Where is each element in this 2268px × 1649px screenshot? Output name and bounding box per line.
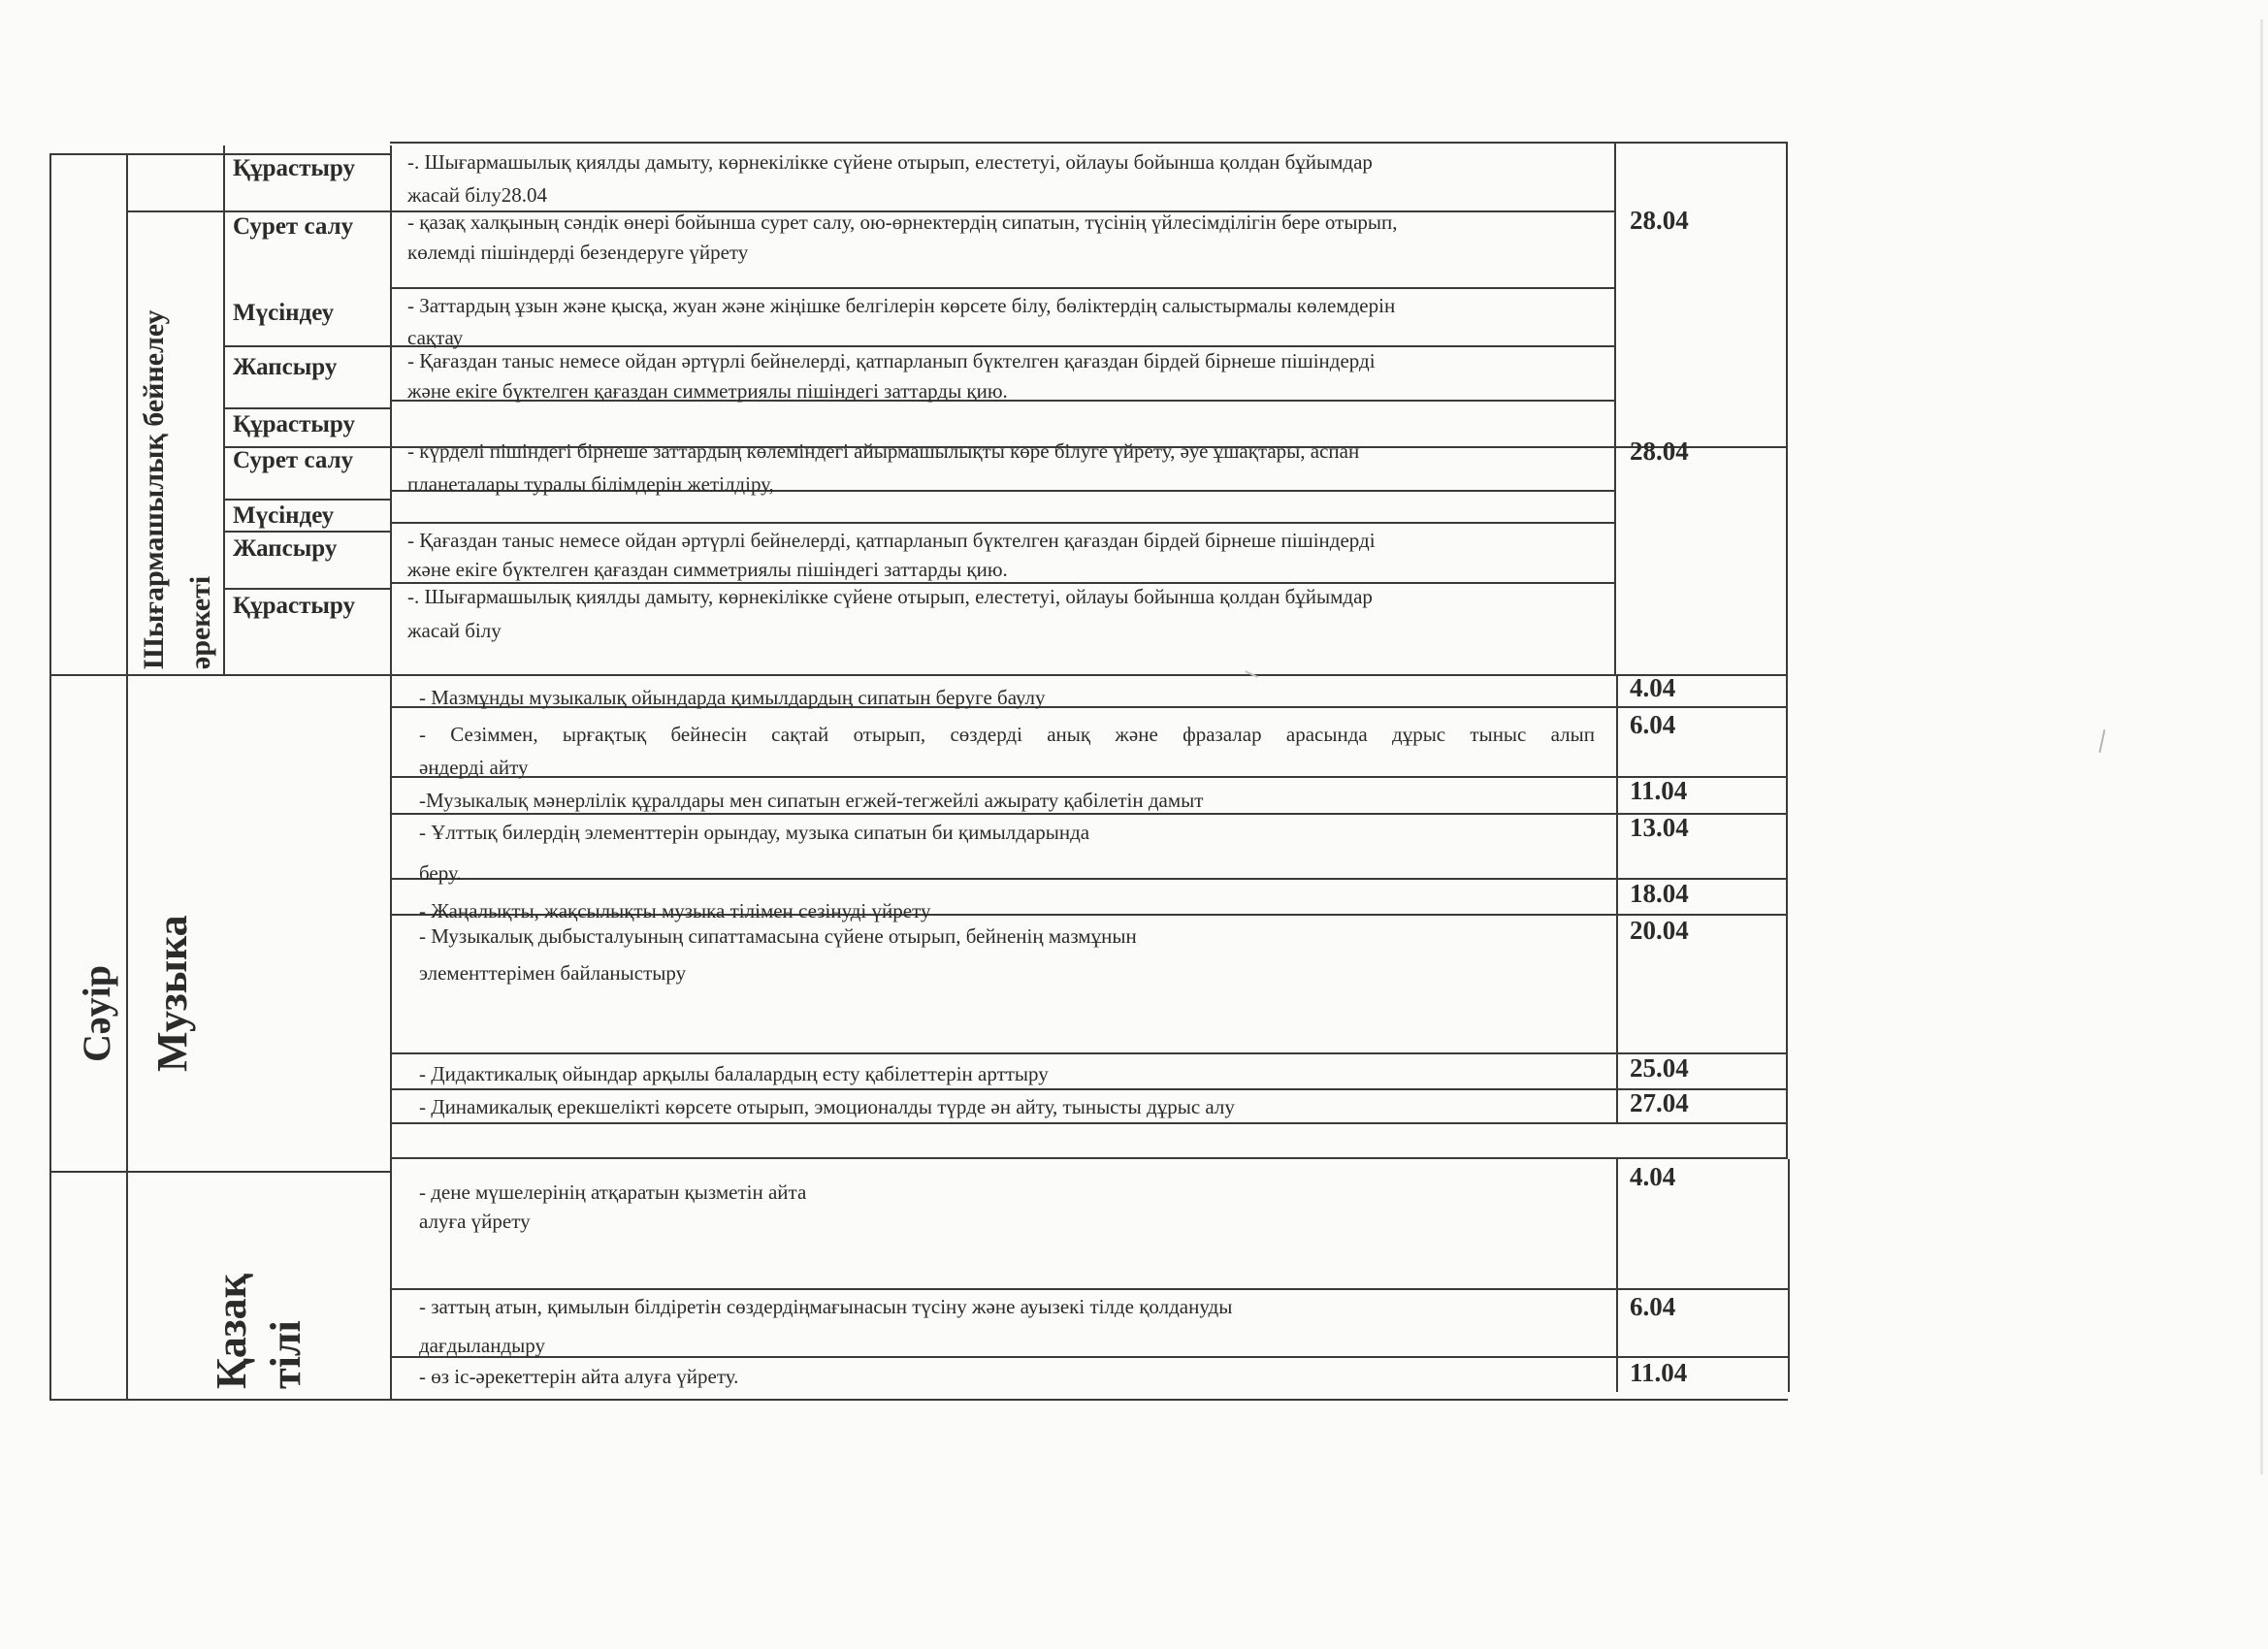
activity-text: сақтау: [407, 326, 464, 349]
activity-text: - Ұлттық билердің элементтерін орындау, музыка сипатын би қимылдарында: [419, 821, 1090, 844]
date-cell: 11.04: [1630, 1358, 1688, 1387]
section-divider: [49, 1171, 390, 1173]
activity-label: Құрастыру: [233, 411, 356, 437]
column-divider-date-music: [1616, 674, 1618, 1122]
date-cell: 25.04: [1630, 1053, 1689, 1083]
activity-label: Мүсіндеу: [233, 502, 335, 529]
activity-text: және екіге бүктелген қағаздан симметриялы пішіндегі заттарды қию.: [407, 379, 1008, 403]
row-divider: [390, 522, 1614, 524]
table-border-bottom: [49, 1399, 1788, 1401]
date-cell: 28.04: [1630, 436, 1689, 466]
activity-text: - Дидактикалық ойындар арқылы балалардың есту қабілеттерін арттыру: [419, 1062, 1049, 1085]
date-cell: 6.04: [1630, 1292, 1676, 1321]
activity-text: - күрделі пішіндегі бірнеше заттардың көлеміндегі айырмашылықты көре білуге үйрету, әуе ұшақтары, аспан: [407, 439, 1360, 463]
row-divider: [223, 407, 390, 409]
activity-label: Сурет салу: [233, 213, 354, 240]
activity-text: - өз іс-әрекеттерін айта алуға үйрету.: [419, 1365, 739, 1388]
section-divider: [49, 674, 1788, 676]
subject-label-kazakh-2: тілі: [262, 1320, 309, 1389]
activity-text: -Музыкалық мәнерлілік құралдары мен сипатын егжей-тегжейлі ажырату қабілетін дамыт: [419, 789, 1204, 812]
activity-text: көлемді пішіндерді безендеруге үйрету: [407, 241, 749, 264]
row-divider: [390, 776, 1786, 778]
activity-text: беру.: [419, 861, 462, 885]
activity-text: - Қағаздан таныс немесе ойдан әртүрлі бейнелерді, қатпарланып бүктелген қағаздан бірдей бірнеше пішіндерді: [407, 349, 1376, 372]
activity-text: алуға үйрету: [419, 1210, 531, 1233]
activity-text: жасай білу28.04: [407, 183, 547, 207]
scan-speck: [2260, 19, 2263, 1474]
activity-text: планеталары туралы білімдерін жетілдіру,: [407, 472, 774, 496]
month-label: Сәуір: [75, 965, 118, 1062]
date-cell: 11.04: [1630, 776, 1688, 805]
subject-label-art-2: әрекеті: [184, 575, 216, 669]
activity-text: - Мазмұнды музыкалық ойындарда қимылдардың сипатын беруге баулу: [419, 686, 1046, 709]
row-divider: [390, 1157, 1788, 1159]
row-divider: [223, 531, 390, 533]
column-divider-content: [390, 146, 392, 1400]
row-divider: [390, 878, 1786, 880]
activity-text: - Сезіммен, ырғақтық бейнесін сақтай отырып, сөздерді анық және фразалар арасында дұрыс тыныс алып: [419, 723, 1595, 746]
activity-text: -. Шығармашылық қиялды дамыту, көрнекілікке сүйене отырып, елестетуі, ойлауы бойынша қолдан бұйымдар: [407, 150, 1373, 174]
activity-text: - Жаңалықты, жақсылықты музыка тілімен сезінуді үйрету: [419, 899, 931, 922]
table-border-right-art: [1786, 142, 1788, 675]
activity-label: Мүсіндеу: [233, 300, 335, 326]
row-divider: [390, 1356, 1788, 1358]
activity-label: Сурет салу: [233, 447, 354, 473]
date-cell: 20.04: [1630, 916, 1689, 945]
row-divider: [223, 588, 390, 590]
row-divider: [390, 1052, 1786, 1054]
table-border-right-music: [1786, 674, 1788, 1159]
activity-text: -. Шығармашылық қиялды дамыту, көрнекілікке сүйене отырып, елестетуі, ойлауы бойынша қолдан бұйымдар: [407, 585, 1373, 608]
activity-text: - қазақ халқының сәндік өнері бойынша сурет салу, ою-өрнектердің сипатын, түсінің үйлесімділігін бере отырып,: [407, 210, 1398, 234]
subject-label-music: Музыка: [148, 915, 196, 1072]
subject-label-art: Шығармашылық бейнелеу: [138, 309, 170, 669]
date-cell: 27.04: [1630, 1088, 1689, 1117]
activity-label: Құрастыру: [233, 155, 356, 181]
column-divider-activity: [223, 146, 225, 674]
date-cell: 28.04: [1630, 206, 1689, 235]
date-cell: 13.04: [1630, 813, 1689, 842]
activity-label: Жапсыру: [233, 535, 338, 562]
row-divider: [390, 1088, 1786, 1090]
row-divider: [390, 1122, 1786, 1124]
activity-text: және екіге бүктелген қағаздан симметриялы пішіндегі заттарды қию.: [407, 558, 1008, 581]
table-border-top: [390, 142, 1788, 144]
row-divider: [390, 1288, 1788, 1290]
activity-text: - заттың атын, қимылын білдіретін сөздердіңмағынасын түсіну және ауызекі тілде қолдануды: [419, 1295, 1233, 1318]
activity-text: - Динамикалық ерекшелікті көрсете отырып, эмоционалды түрде ән айту, тынысты дұрыс алу: [419, 1095, 1235, 1118]
activity-label: Жапсыру: [233, 354, 338, 380]
activity-text: - Музыкалық дыбысталуының сипаттамасына сүйене отырып, бейненің мазмұнын: [419, 924, 1137, 948]
date-cell: 18.04: [1630, 879, 1689, 908]
activity-text: - Заттардың ұзын және қысқа, жуан және жіңішке белгілерін көрсете білу, бөліктердің салыстырмалы көлемдерін: [407, 294, 1396, 317]
date-cell: 4.04: [1630, 673, 1676, 702]
table-border-left: [49, 155, 51, 1400]
activity-text: - Қағаздан таныс немесе ойдан әртүрлі бейнелерді, қатпарланып бүктелген қағаздан бірдей бірнеше пішіндерді: [407, 529, 1376, 552]
activity-label: Құрастыру: [233, 593, 356, 619]
subject-label-kazakh: Қазақ: [208, 1274, 255, 1389]
column-divider-subject: [126, 155, 128, 1400]
row-divider: [390, 287, 1614, 289]
date-cell: 6.04: [1630, 710, 1676, 739]
row-divider: [223, 499, 390, 501]
date-cell: 4.04: [1630, 1162, 1676, 1191]
activity-text: дағдыландыру: [419, 1334, 545, 1357]
activity-text: - дене мүшелерінің атқаратын қызметін айта: [419, 1180, 807, 1204]
activity-text: жасай білу: [407, 619, 502, 642]
scan-speck: [2099, 729, 2106, 753]
activity-text: әндерді айту: [419, 756, 529, 779]
table-border-right-kazakh: [1788, 1159, 1790, 1392]
activity-text: элементтерімен байланыстыру: [419, 961, 687, 985]
column-divider-date-art: [1614, 144, 1616, 674]
